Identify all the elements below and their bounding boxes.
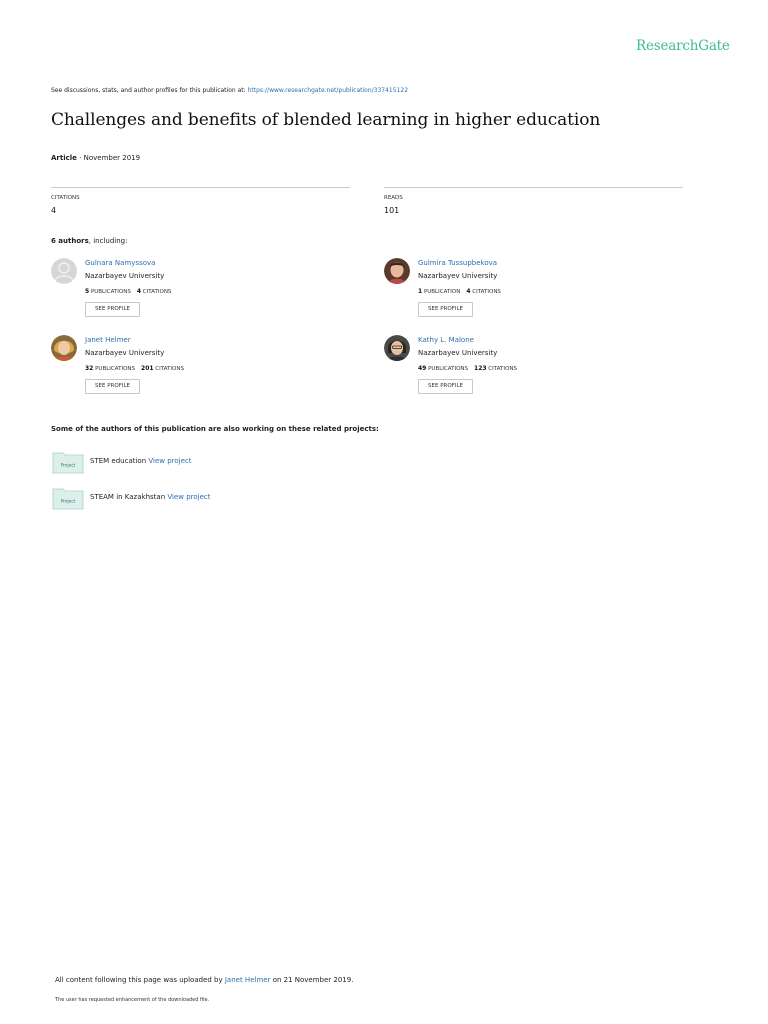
author-photo[interactable]	[384, 335, 410, 361]
publication-url-link[interactable]: https://www.researchgate.net/publication/337415122	[247, 87, 409, 94]
citations-label: CITATIONS	[51, 195, 80, 201]
author-publications-count: 5	[85, 288, 90, 295]
author-name[interactable]: Gulnara Namyssova	[85, 259, 156, 267]
author-citations-count: 123	[474, 365, 487, 372]
upload-suffix: on 21 November 2019.	[272, 976, 354, 984]
project-text	[90, 457, 192, 465]
related-projects-heading: Some of the authors of this publication are also working on these related projects:	[51, 425, 379, 433]
author-citations-count: 201	[141, 365, 154, 372]
project-item	[52, 450, 352, 476]
citations-value: 4	[51, 206, 57, 215]
author-photo[interactable]	[384, 258, 410, 284]
project-text	[90, 493, 211, 501]
author-stats	[418, 288, 501, 295]
project-item	[52, 486, 352, 512]
author-publications-label: PUBLICATIONS	[428, 366, 469, 372]
author-citations-label: CITATIONS	[472, 289, 501, 295]
reads-divider	[384, 187, 683, 188]
author-card	[384, 335, 664, 399]
placeholder-avatar-icon[interactable]	[51, 258, 77, 284]
author-citations-count: 4	[136, 288, 142, 295]
project-name: STEAM in Kazakhstan	[90, 493, 166, 501]
publication-date: · November 2019	[76, 154, 141, 162]
author-publications-count: 1	[418, 288, 423, 295]
author-institution: Nazarbayev University	[85, 272, 165, 280]
project-icon-label: Project	[60, 498, 76, 504]
publication-meta	[51, 154, 140, 162]
project-folder-icon	[52, 450, 84, 474]
author-institution: Nazarbayev University	[418, 272, 498, 280]
project-folder-icon	[52, 486, 84, 510]
author-publications-label: PUBLICATIONS	[95, 366, 136, 372]
author-name[interactable]: Kathy L. Malone	[418, 336, 474, 344]
discussion-line	[51, 87, 408, 94]
author-citations-label: CITATIONS	[155, 366, 184, 372]
author-citations-label: CITATIONS	[142, 289, 172, 295]
see-profile-button[interactable]: SEE PROFILE	[85, 302, 140, 317]
author-stats	[418, 365, 517, 372]
author-stats	[85, 365, 184, 372]
view-project-link[interactable]: View project	[148, 457, 192, 465]
view-project-link[interactable]: View project	[167, 493, 211, 501]
author-citations-count: 4	[466, 288, 471, 295]
author-card	[384, 258, 664, 322]
reads-value: 101	[384, 206, 400, 215]
uploader-link[interactable]: Janet Helmer	[224, 976, 271, 984]
publication-title: Challenges and benefits of blended learning in higher education	[51, 110, 601, 130]
author-stats	[85, 288, 171, 295]
author-card	[51, 258, 331, 322]
upload-note	[55, 976, 353, 984]
author-institution: Nazarbayev University	[418, 349, 498, 357]
project-icon-label: Project	[60, 462, 76, 468]
enhancement-note: The user has requested enhancement of the downloaded file.	[55, 997, 210, 1003]
author-publications-count: 32	[85, 365, 94, 372]
authors-count: 6 authors	[51, 237, 89, 245]
upload-prefix: All content following this page was uploaded by	[55, 976, 223, 984]
see-profile-button[interactable]: SEE PROFILE	[85, 379, 140, 394]
see-profile-button[interactable]: SEE PROFILE	[418, 379, 473, 394]
authors-heading	[51, 237, 127, 245]
author-institution: Nazarbayev University	[85, 349, 165, 357]
reads-label: READS	[384, 195, 403, 201]
author-name[interactable]: Janet Helmer	[85, 336, 131, 344]
author-publications-count: 49	[418, 365, 427, 372]
discussion-prefix: See discussions, stats, and author profiles for this publication at:	[51, 87, 246, 94]
author-citations-label: CITATIONS	[488, 366, 517, 372]
author-name[interactable]: Gulmira Tussupbekova	[418, 259, 498, 267]
project-name: STEM education	[90, 457, 147, 465]
publication-type: Article	[51, 154, 77, 162]
see-profile-button[interactable]: SEE PROFILE	[418, 302, 473, 317]
authors-including: , including:	[88, 237, 128, 245]
citations-divider	[51, 187, 350, 188]
author-publications-label: PUBLICATION	[423, 289, 461, 295]
author-photo[interactable]	[51, 335, 77, 361]
author-publications-label: PUBLICATIONS	[90, 289, 131, 295]
author-card	[51, 335, 331, 399]
researchgate-logo[interactable]: ResearchGate	[636, 38, 730, 54]
